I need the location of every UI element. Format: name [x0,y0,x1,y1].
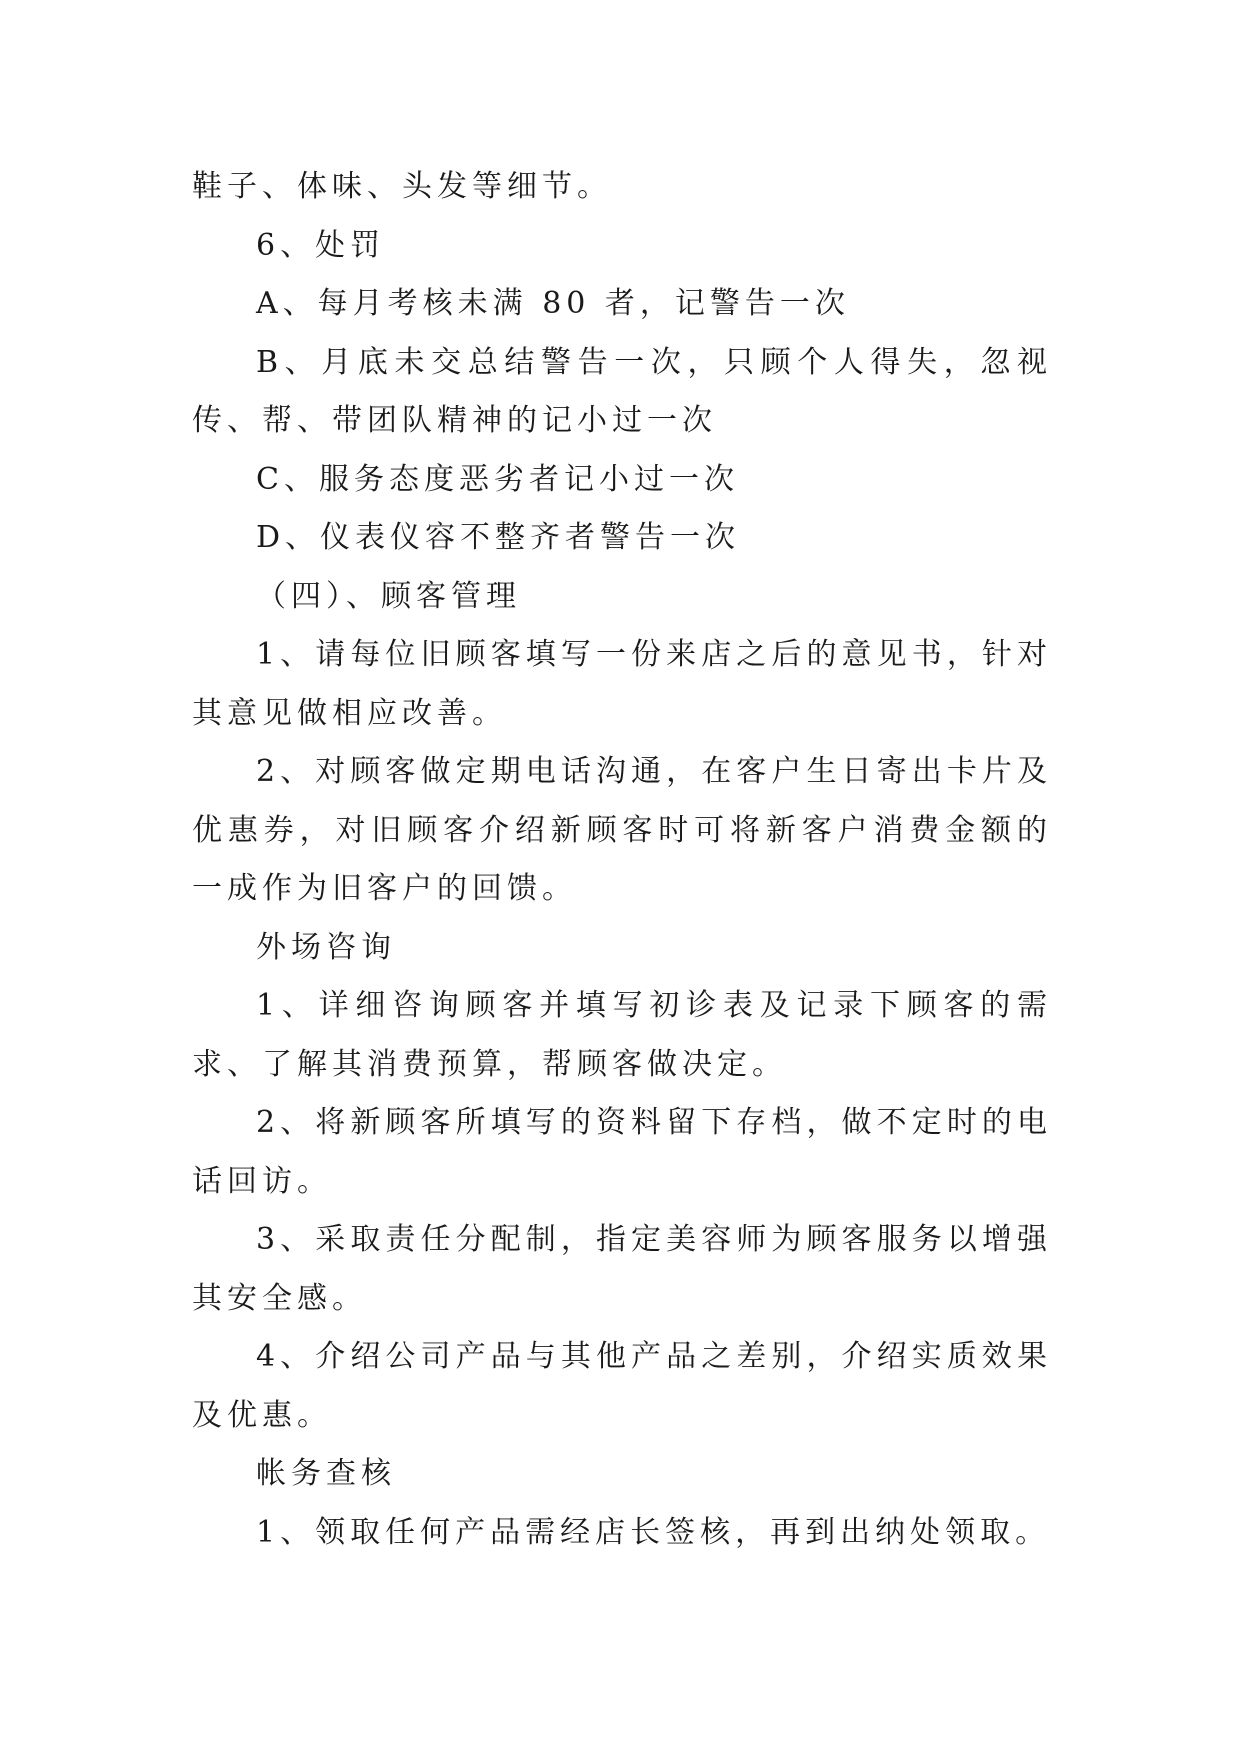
penalty-item-b: B、月底未交总结警告一次，只顾个人得失，忽视传、帮、带团队精神的记小过一次 [192,344,1052,438]
section-heading-customer-management: （四）、顾客管理 [256,578,521,614]
section-heading-account-audit: 帐务查核 [256,1456,396,1491]
account-audit-item-1: 1、领取任何产品需经店长签核，再到出纳处领取。 [256,1514,1051,1550]
customer-item-2: 2、对顾客做定期电话沟通，在客户生日寄出卡片及优惠券，对旧顾客介绍新顾客时可将新客户消费金额的一成作为旧客户的回馈。 [192,754,1052,906]
consultation-item-1: 1、详细咨询顾客并填写初诊表及记录下顾客的需求、了解其消费预算，帮顾客做决定。 [192,988,1052,1082]
customer-item-1: 1、请每位旧顾客填写一份来店之后的意见书，针对其意见做相应改善。 [192,637,1052,731]
penalty-item-c: C、服务态度恶劣者记小过一次 [256,461,739,497]
consultation-item-2: 2、将新顾客所填写的资料留下存档，做不定时的电话回访。 [192,1105,1052,1199]
consultation-item-3: 3、采取责任分配制，指定美容师为顾客服务以增强其安全感。 [192,1222,1052,1316]
section-heading-consultation: 外场咨询 [256,929,396,965]
consultation-item-4: 4、介绍公司产品与其他产品之差别，介绍实质效果及优惠。 [192,1339,1052,1433]
paragraph-continuation: 鞋子、体味、头发等细节。 [192,169,612,204]
penalty-item-d: D、仪表仪容不整齐者警告一次 [256,520,741,555]
document-page [192,158,1052,1562]
section-heading-penalty: 6、处罚 [256,227,386,263]
penalty-item-a: A、每月考核未满 80 者，记警告一次 [256,286,850,321]
